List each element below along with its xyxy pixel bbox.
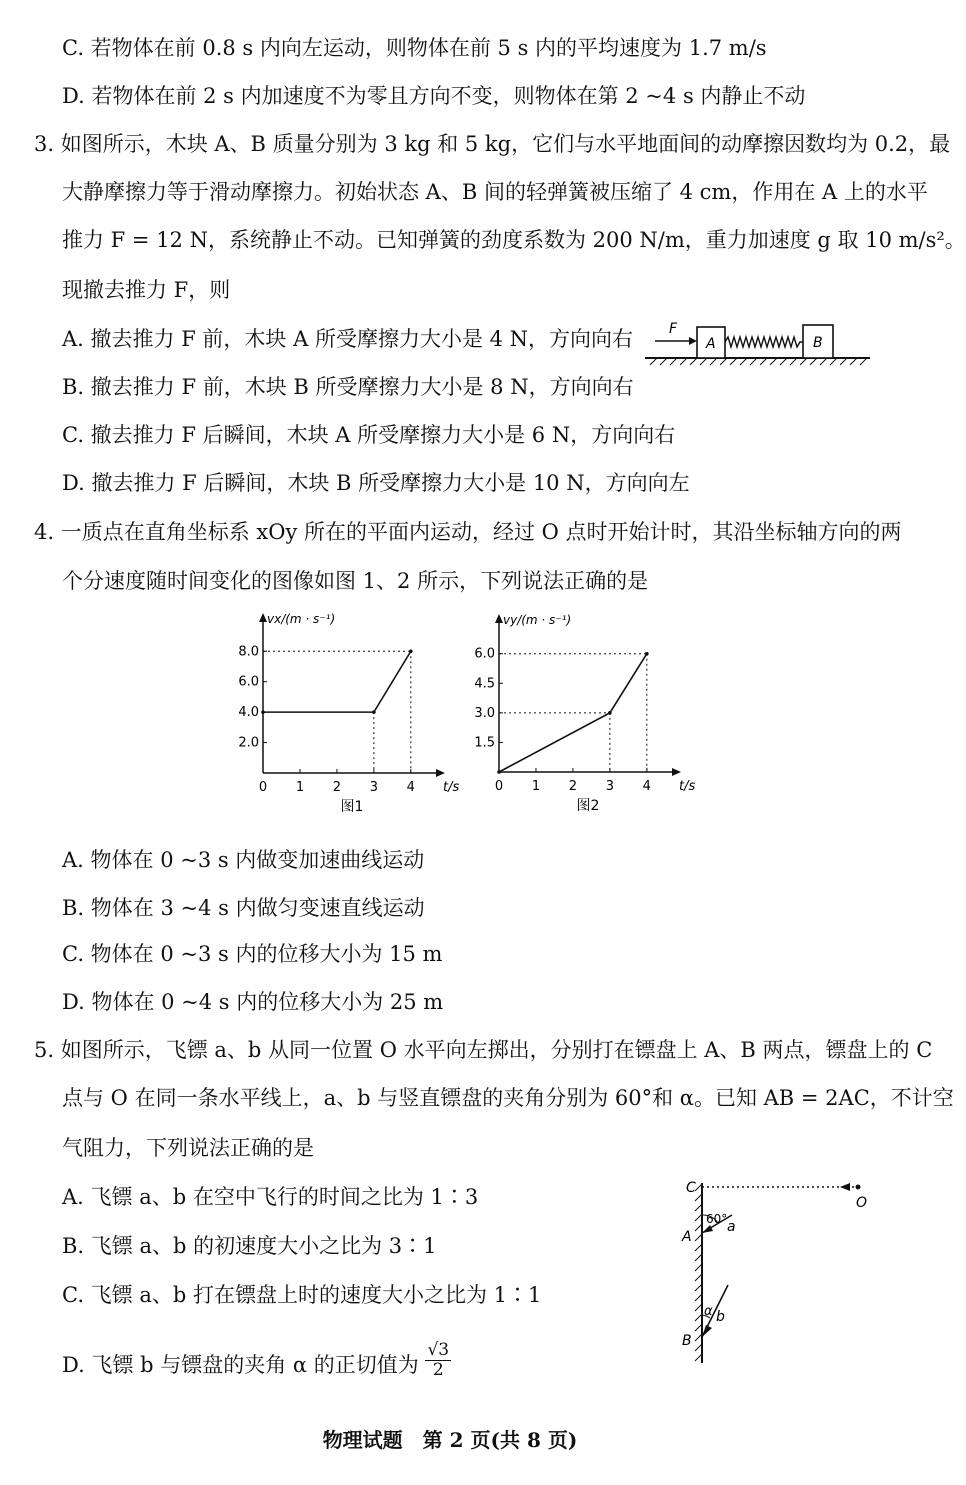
q5-stem-line-2: 点与 O 在同一条水平线上，a、b 与竖直镖盘的夹角分别为 60°和 α。已知 AB = 2AC，不计空: [62, 1086, 954, 1110]
q5-dart-figure: [670, 1175, 880, 1375]
q5-fraction-numerator: √3: [427, 1340, 450, 1360]
q5-option-d-text: D. 飞镖 b 与镖盘的夹角 α 的正切值为: [62, 1353, 419, 1377]
q3-stem-line-1: 3. 如图所示，木块 A、B 质量分别为 3 kg 和 5 kg，它们与水平地面间的动摩擦因数均为 0.2，最: [34, 132, 951, 156]
chart-title: 图2: [576, 798, 600, 814]
alpha-label: α: [704, 1304, 713, 1319]
q5-option-d: [62, 1340, 451, 1386]
q3-stem-line-2: 大静摩擦力等于滑动摩擦力。初始状态 A、B 间的轻弹簧被压缩了 4 cm，作用在 A 上的水平: [62, 180, 928, 204]
q3-option-d: D. 撤去推力 F 后瞬间，木块 B 所受摩擦力大小是 10 N，方向向左: [62, 471, 690, 495]
force-label: F: [669, 321, 678, 337]
x-tick-label: 4: [406, 780, 415, 795]
q4-option-c: C. 物体在 0 ~3 s 内的位移大小为 15 m: [62, 942, 443, 966]
page-footer: 物理试题 第 2 页(共 8 页): [322, 1428, 578, 1452]
y-tick-label: 1.5: [474, 735, 495, 751]
x-axis-arrow: [436, 769, 445, 777]
q4-stem-line-1: 4. 一质点在直角坐标系 xOy 所在的平面内运动，经过 O 点时开始计时，其沿坐标轴方向的两: [34, 520, 902, 544]
q5-option-a: A. 飞镖 a、b 在空中飞行的时间之比为 1∶3: [62, 1185, 479, 1209]
x-tick-label: 2: [332, 780, 342, 795]
q2-option-d: D. 若物体在前 2 s 内加速度不为零且方向不变，则物体在第 2 ~4 s 内静止不动: [62, 84, 806, 108]
label-dart-a: a: [727, 1219, 736, 1235]
label-b-point: B: [682, 1333, 692, 1349]
label-dart-b: b: [716, 1309, 725, 1325]
q2-option-c: C. 若物体在前 0.8 s 内向左运动，则物体在前 5 s 内的平均速度为 1.7 m/s: [62, 36, 767, 60]
x-tick-label: 3: [369, 780, 379, 795]
q3-option-b: B. 撤去推力 F 前，木块 B 所受摩擦力大小是 8 N，方向向右: [62, 375, 634, 399]
data-point: [608, 711, 612, 715]
spring: [725, 337, 803, 347]
velocity-x-chart: [205, 605, 460, 820]
data-point: [497, 770, 501, 774]
q3-option-a: A. 撤去推力 F 前，木块 A 所受摩擦力大小是 4 N，方向向右: [62, 327, 634, 351]
x-axis-label: t/s: [679, 779, 696, 794]
q3-option-c: C. 撤去推力 F 后瞬间，木块 A 所受摩擦力大小是 6 N，方向向右: [62, 423, 676, 447]
data-point: [409, 649, 413, 653]
q5-fraction-denominator: 2: [432, 1360, 444, 1380]
label-c: C: [686, 1180, 696, 1196]
y-tick-label: 8.0: [238, 644, 259, 660]
x-tick-label: 1: [531, 779, 541, 794]
q5-option-b: B. 飞镖 a、b 的初速度大小之比为 3∶1: [62, 1234, 437, 1258]
block-b-label: B: [813, 335, 823, 351]
velocity-y-chart: [445, 600, 695, 820]
q4-stem-line-2: 个分速度随时间变化的图像如图 1、2 所示，下列说法正确的是: [62, 569, 649, 593]
x-tick-label: 0: [258, 780, 268, 795]
y-tick-label: 3.0: [474, 705, 495, 721]
q5-option-c: C. 飞镖 a、b 打在镖盘上时的速度大小之比为 1∶1: [62, 1283, 542, 1307]
q5-stem-line-1: 5. 如图所示，飞镖 a、b 从同一位置 O 水平向左掷出，分别打在镖盘上 A、B 两点，镖盘上的 C: [34, 1038, 933, 1062]
chart-title: 图1: [340, 799, 364, 815]
y-axis-arrow: [495, 614, 503, 623]
q3-stem-line-3: 推力 F = 12 N，系统静止不动。已知弹簧的劲度系数为 200 N/m，重力加速度 g 取 10 m/s²。: [62, 228, 966, 252]
y-axis-label: vx/(m · s⁻¹): [267, 612, 336, 626]
data-point: [372, 710, 376, 714]
data-point: [261, 710, 265, 714]
y-tick-label: 6.0: [474, 646, 495, 662]
series-line: [499, 654, 647, 772]
x-axis-label: t/s: [443, 780, 460, 795]
x-tick-label: 1: [295, 780, 305, 795]
q3-spring-figure: [645, 315, 875, 373]
x-tick-label: 3: [605, 779, 615, 794]
x-tick-label: 0: [494, 779, 504, 794]
y-axis-arrow: [259, 613, 267, 622]
q5-fraction: [425, 1341, 451, 1380]
x-tick-label: 4: [642, 779, 651, 794]
y-tick-label: 6.0: [238, 674, 259, 690]
q4-option-d: D. 物体在 0 ~4 s 内的位移大小为 25 m: [62, 990, 444, 1014]
q5-stem-line-3: 气阻力，下列说法正确的是: [62, 1136, 314, 1160]
angle-60-label: 60°: [706, 1212, 728, 1226]
q4-option-a: A. 物体在 0 ~3 s 内做变加速曲线运动: [62, 848, 425, 872]
y-axis-label: vy/(m · s⁻¹): [503, 613, 572, 627]
block-a-label: A: [706, 336, 716, 352]
label-a-point: A: [682, 1229, 692, 1245]
series-line: [263, 651, 411, 712]
q3-stem-line-4: 现撤去推力 F，则: [62, 278, 231, 302]
x-tick-label: 2: [568, 779, 578, 794]
label-o: O: [856, 1195, 868, 1211]
q4-option-b: B. 物体在 3 ~4 s 内做匀变速直线运动: [62, 896, 425, 920]
y-tick-label: 4.5: [474, 676, 495, 692]
x-axis-arrow: [672, 768, 681, 776]
y-tick-label: 2.0: [238, 735, 259, 751]
y-tick-label: 4.0: [238, 705, 259, 721]
data-point: [645, 652, 649, 656]
